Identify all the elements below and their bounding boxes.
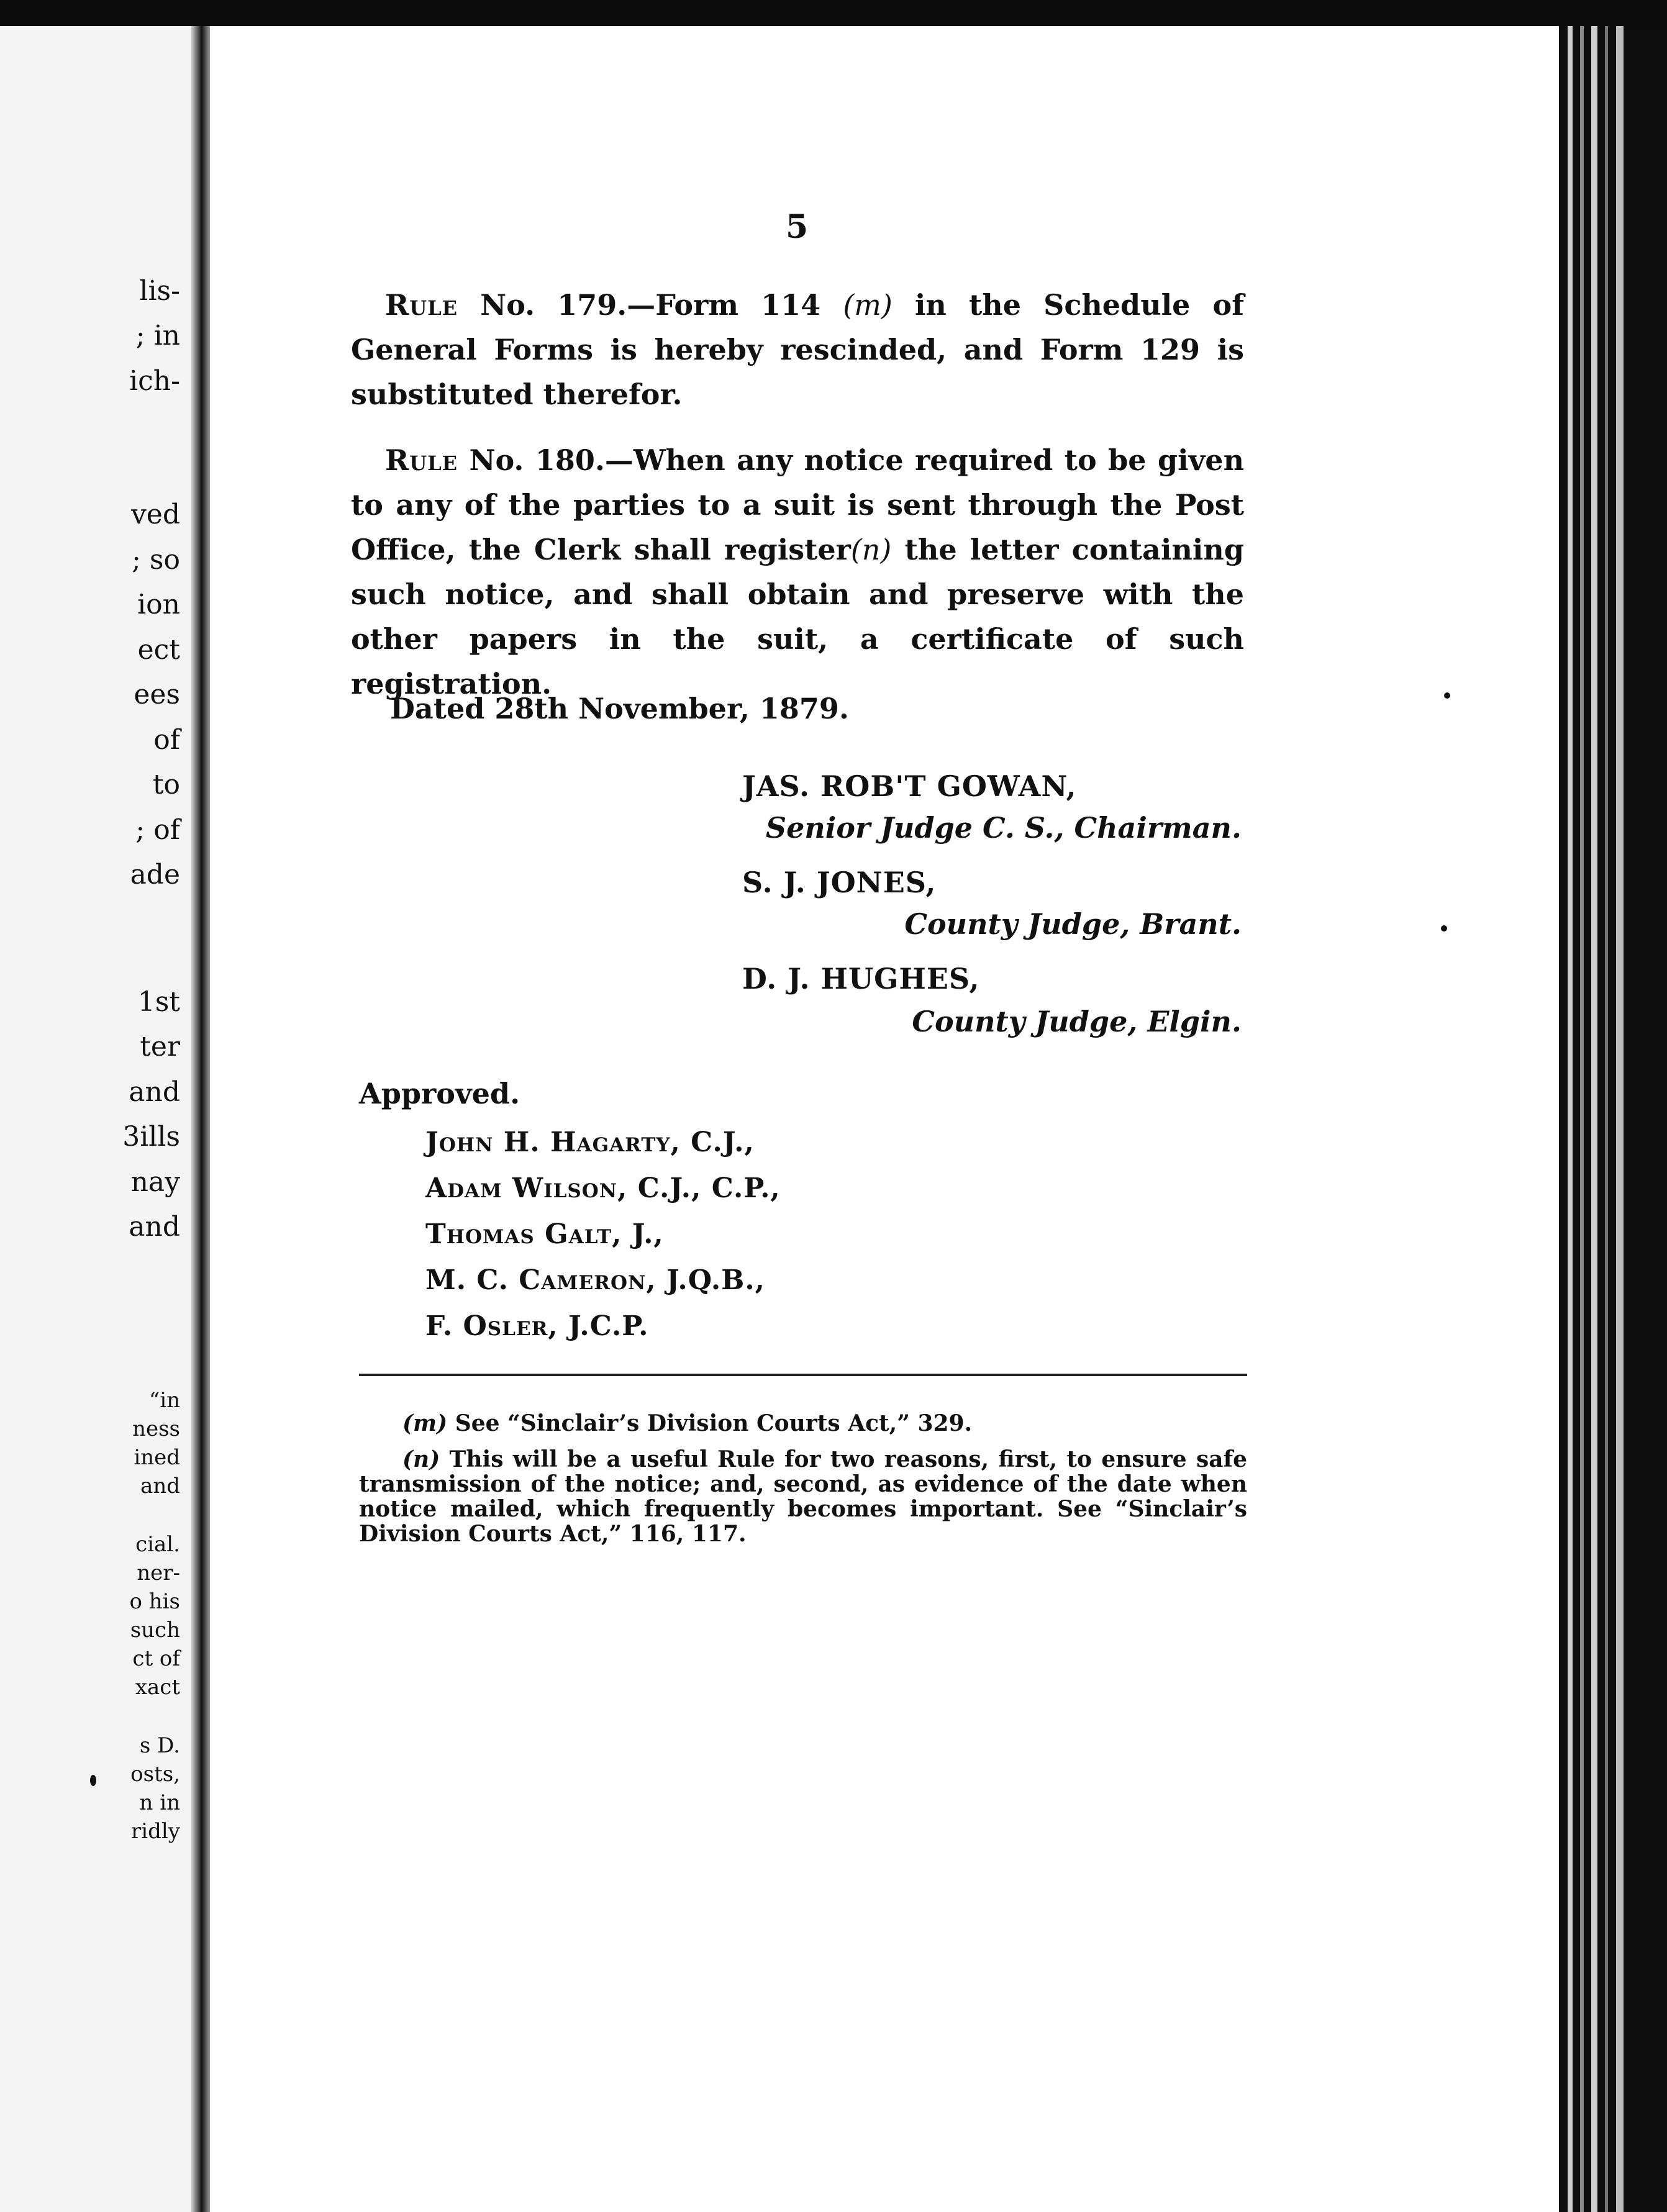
left-page-fragment: ion — [137, 589, 180, 620]
left-page-fragment: cial. — [135, 1532, 180, 1557]
left-page-fragment: lis- — [139, 275, 180, 307]
left-page-fragment: “in — [148, 1388, 180, 1413]
rule-text: —Form 114 — [627, 288, 843, 322]
left-facing-page — [0, 26, 191, 2212]
left-page-fragment: and — [140, 1474, 180, 1498]
signatory-title: Senior Judge C. S., Chairman. — [765, 811, 1242, 845]
footnote-text: See “Sinclair’s Division Courts Act,” 329. — [447, 1410, 973, 1436]
rule-text: —When any notice required to be given to any of the parties to a suit is sent through the Post Office, the Clerk shall register — [351, 443, 1245, 566]
left-page-fragment: ect — [137, 634, 180, 666]
rule-number: No. 180. — [469, 443, 605, 477]
approver-name: Thomas Galt, J., — [425, 1218, 664, 1250]
left-page-fragment: ved — [130, 499, 180, 530]
footnote-m — [359, 1411, 1247, 1436]
left-page-fragment: n in — [139, 1790, 180, 1815]
left-page-fragment: ined — [134, 1445, 180, 1470]
left-page-fragment: and — [129, 1211, 180, 1243]
left-page-fragment: ; of — [135, 814, 180, 846]
approved-label: Approved. — [359, 1077, 520, 1110]
signatory-name: S. J. JONES, — [742, 866, 937, 899]
left-page-fragment: 3ills — [122, 1121, 180, 1153]
left-page-fragment: s D. — [139, 1733, 180, 1758]
left-page-fragment: nay — [130, 1166, 180, 1198]
footnote-reference: (n) — [850, 533, 892, 566]
left-page-fragment: osts, — [130, 1762, 180, 1787]
signatory-title: County Judge, Brant. — [904, 907, 1242, 941]
left-page-fragment: ner- — [137, 1561, 180, 1585]
left-page-fragment: ade — [130, 859, 180, 891]
rule-number: No. 179. — [480, 288, 627, 322]
rule-text: in the Schedule of General Forms is hereby rescinded, and Form 129 is substituted therefor. — [351, 288, 1244, 411]
approver-name: F. Osler, J.C.P. — [425, 1310, 649, 1342]
date-line: Dated 28th November, 1879. — [390, 692, 849, 725]
signatory-title: County Judge, Elgin. — [912, 1005, 1242, 1038]
left-page-fragment: to — [152, 769, 180, 800]
scan-top-border — [0, 0, 1667, 26]
signatory-name: D. J. HUGHES, — [742, 962, 980, 995]
footnote-reference: (m) — [843, 288, 893, 322]
left-page-fragment: ; so — [132, 544, 180, 576]
book-gutter — [191, 26, 210, 2212]
left-page-fragment: ; in — [135, 320, 180, 351]
approver-name: Adam Wilson, C.J., C.P., — [425, 1172, 781, 1204]
footnote-n — [359, 1447, 1247, 1546]
left-page-fragment: xact — [135, 1675, 180, 1700]
speck — [1441, 925, 1447, 931]
footnote-marker: (n) — [402, 1446, 440, 1472]
left-page-fragment: ct of — [132, 1646, 180, 1671]
footnote-marker: (m) — [402, 1410, 448, 1436]
approver-name: M. C. Cameron, J.Q.B., — [425, 1264, 765, 1296]
approver-name: John H. Hagarty, C.J., — [425, 1126, 755, 1158]
left-page-fragment: ees — [134, 679, 180, 710]
signatory-name: JAS. ROB'T GOWAN, — [742, 769, 1077, 803]
page-edge — [1559, 26, 1667, 2212]
left-page-fragment: of — [153, 724, 180, 756]
footnote-text: This will be a useful Rule for two reasons, first, to ensure safe transmission of the notice; and, second, as evidence of the date when notice mailed, which frequently becomes important. See “Sinclair’s Division Courts Act,” 116, 117. — [359, 1446, 1247, 1547]
speck — [1444, 692, 1450, 699]
rule-label: Rule — [385, 443, 458, 477]
page-number: 5 — [786, 208, 809, 246]
left-page-fragment: o his — [129, 1589, 180, 1614]
left-page-fragment: ich- — [129, 365, 180, 397]
left-page-fragment: ridly — [131, 1819, 180, 1844]
left-page-fragment: ter — [140, 1031, 180, 1063]
rule-label: Rule — [385, 288, 458, 322]
footnote-separator — [359, 1374, 1247, 1376]
speck — [90, 1775, 96, 1786]
left-page-fragment: such — [130, 1618, 180, 1643]
left-page-fragment: ness — [132, 1416, 180, 1441]
rule-180-paragraph — [351, 438, 1244, 706]
rule-text: the letter containing such notice, and shall obtain and preserve with the other papers in the suit, a certificate of such registration. — [351, 533, 1244, 700]
rule-179-paragraph — [351, 283, 1244, 417]
left-page-fragment: and — [129, 1076, 180, 1108]
left-page-fragment: 1st — [137, 986, 180, 1018]
